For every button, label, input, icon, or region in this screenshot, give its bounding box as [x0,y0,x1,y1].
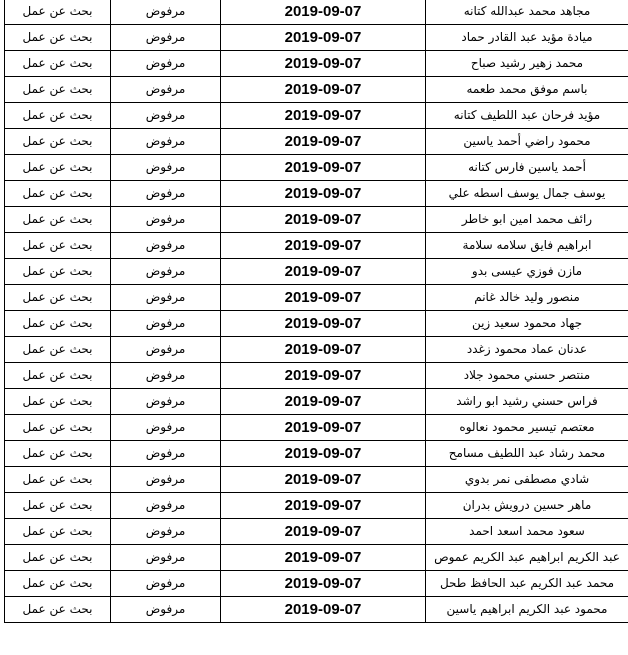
applicants-table [4,0,628,623]
table-row [5,597,628,623]
status-cell: بحث عن عمل [5,129,111,155]
table-row [5,285,628,311]
date-cell: 2019-09-07 [221,493,426,519]
decision-cell: مرفوض [111,337,221,363]
decision-cell: مرفوض [111,545,221,571]
table-row [5,493,628,519]
name-cell: عبد الكريم ابراهيم عبد الكريم عموص [426,545,628,571]
name-cell: محمود عبد الكريم ابراهيم ياسين [426,597,628,623]
table-row [5,363,628,389]
name-cell: معتصم تيسير محمود نعالوه [426,415,628,441]
decision-cell: مرفوض [111,51,221,77]
table-row [5,337,628,363]
table-row [5,51,628,77]
date-cell: 2019-09-07 [221,389,426,415]
date-cell: 2019-09-07 [221,363,426,389]
decision-cell: مرفوض [111,493,221,519]
date-cell: 2019-09-07 [221,25,426,51]
date-cell: 2019-09-07 [221,129,426,155]
name-cell: مؤيد فرحان عبد اللطيف كتانه [426,103,628,129]
date-cell: 2019-09-07 [221,337,426,363]
date-cell: 2019-09-07 [221,155,426,181]
decision-cell: مرفوض [111,571,221,597]
status-cell: بحث عن عمل [5,103,111,129]
date-cell: 2019-09-07 [221,467,426,493]
decision-cell: مرفوض [111,25,221,51]
status-cell: بحث عن عمل [5,311,111,337]
date-cell: 2019-09-07 [221,77,426,103]
status-cell: بحث عن عمل [5,597,111,623]
table-row [5,441,628,467]
name-cell: محمود راضي أحمد ياسين [426,129,628,155]
date-cell: 2019-09-07 [221,259,426,285]
status-cell: بحث عن عمل [5,389,111,415]
decision-cell: مرفوض [111,389,221,415]
status-cell: بحث عن عمل [5,285,111,311]
name-cell: أحمد ياسين فارس كتانه [426,155,628,181]
name-cell: محمد رشاد عبد اللطيف مسامح [426,441,628,467]
table-row [5,155,628,181]
decision-cell: مرفوض [111,467,221,493]
table-row [5,259,628,285]
name-cell: ماهر حسين درويش بدران [426,493,628,519]
date-cell: 2019-09-07 [221,181,426,207]
name-cell: محمد زهير رشيد صباح [426,51,628,77]
table-row [5,25,628,51]
date-cell: 2019-09-07 [221,51,426,77]
date-cell: 2019-09-07 [221,519,426,545]
name-cell: سعود محمد اسعد احمد [426,519,628,545]
status-cell: بحث عن عمل [5,259,111,285]
name-cell: شادي مصطفى نمر بدوي [426,467,628,493]
name-cell: مازن فوزي عيسى بدو [426,259,628,285]
name-cell: يوسف جمال يوسف اسطه علي [426,181,628,207]
status-cell: بحث عن عمل [5,77,111,103]
name-cell: محمد عبد الكريم عبد الحافظ طحل [426,571,628,597]
decision-cell: مرفوض [111,77,221,103]
status-cell: بحث عن عمل [5,207,111,233]
decision-cell: مرفوض [111,311,221,337]
table-row [5,77,628,103]
table-row [5,181,628,207]
status-cell: بحث عن عمل [5,181,111,207]
decision-cell: مرفوض [111,103,221,129]
status-cell: بحث عن عمل [5,519,111,545]
name-cell: باسم موفق محمد طعمه [426,77,628,103]
status-cell: بحث عن عمل [5,0,111,25]
status-cell: بحث عن عمل [5,493,111,519]
table-row [5,571,628,597]
status-cell: بحث عن عمل [5,51,111,77]
status-cell: بحث عن عمل [5,337,111,363]
decision-cell: مرفوض [111,233,221,259]
name-cell: رائف محمد امين ابو خاطر [426,207,628,233]
date-cell: 2019-09-07 [221,545,426,571]
decision-cell: مرفوض [111,0,221,25]
status-cell: بحث عن عمل [5,545,111,571]
status-cell: بحث عن عمل [5,155,111,181]
date-cell: 2019-09-07 [221,233,426,259]
table-row [5,467,628,493]
decision-cell: مرفوض [111,259,221,285]
decision-cell: مرفوض [111,519,221,545]
status-cell: بحث عن عمل [5,415,111,441]
date-cell: 2019-09-07 [221,103,426,129]
table-row [5,0,628,25]
table-row [5,415,628,441]
date-cell: 2019-09-07 [221,441,426,467]
name-cell: ابراهيم فايق سلامه سلامة [426,233,628,259]
decision-cell: مرفوض [111,207,221,233]
status-cell: بحث عن عمل [5,571,111,597]
name-cell: منتصر حسني محمود جلاد [426,363,628,389]
table-row [5,207,628,233]
table-row [5,545,628,571]
decision-cell: مرفوض [111,363,221,389]
table-row [5,233,628,259]
name-cell: مجاهد محمد عبدالله كتانه [426,0,628,25]
status-cell: بحث عن عمل [5,233,111,259]
name-cell: جهاد محمود سعيد زين [426,311,628,337]
date-cell: 2019-09-07 [221,207,426,233]
table-row [5,519,628,545]
date-cell: 2019-09-07 [221,285,426,311]
decision-cell: مرفوض [111,285,221,311]
decision-cell: مرفوض [111,597,221,623]
decision-cell: مرفوض [111,129,221,155]
table-row [5,311,628,337]
date-cell: 2019-09-07 [221,597,426,623]
decision-cell: مرفوض [111,181,221,207]
date-cell: 2019-09-07 [221,311,426,337]
date-cell: 2019-09-07 [221,415,426,441]
status-cell: بحث عن عمل [5,467,111,493]
name-cell: عدنان عماد محمود زغدد [426,337,628,363]
date-cell: 2019-09-07 [221,571,426,597]
status-cell: بحث عن عمل [5,25,111,51]
date-cell: 2019-09-07 [221,0,426,25]
decision-cell: مرفوض [111,415,221,441]
table-row [5,129,628,155]
name-cell: فراس حسني رشيد ابو راشد [426,389,628,415]
table-row [5,103,628,129]
name-cell: ميادة مؤيد عبد القادر حماد [426,25,628,51]
decision-cell: مرفوض [111,155,221,181]
name-cell: منصور وليد خالد غانم [426,285,628,311]
status-cell: بحث عن عمل [5,363,111,389]
table-row [5,389,628,415]
decision-cell: مرفوض [111,441,221,467]
status-cell: بحث عن عمل [5,441,111,467]
